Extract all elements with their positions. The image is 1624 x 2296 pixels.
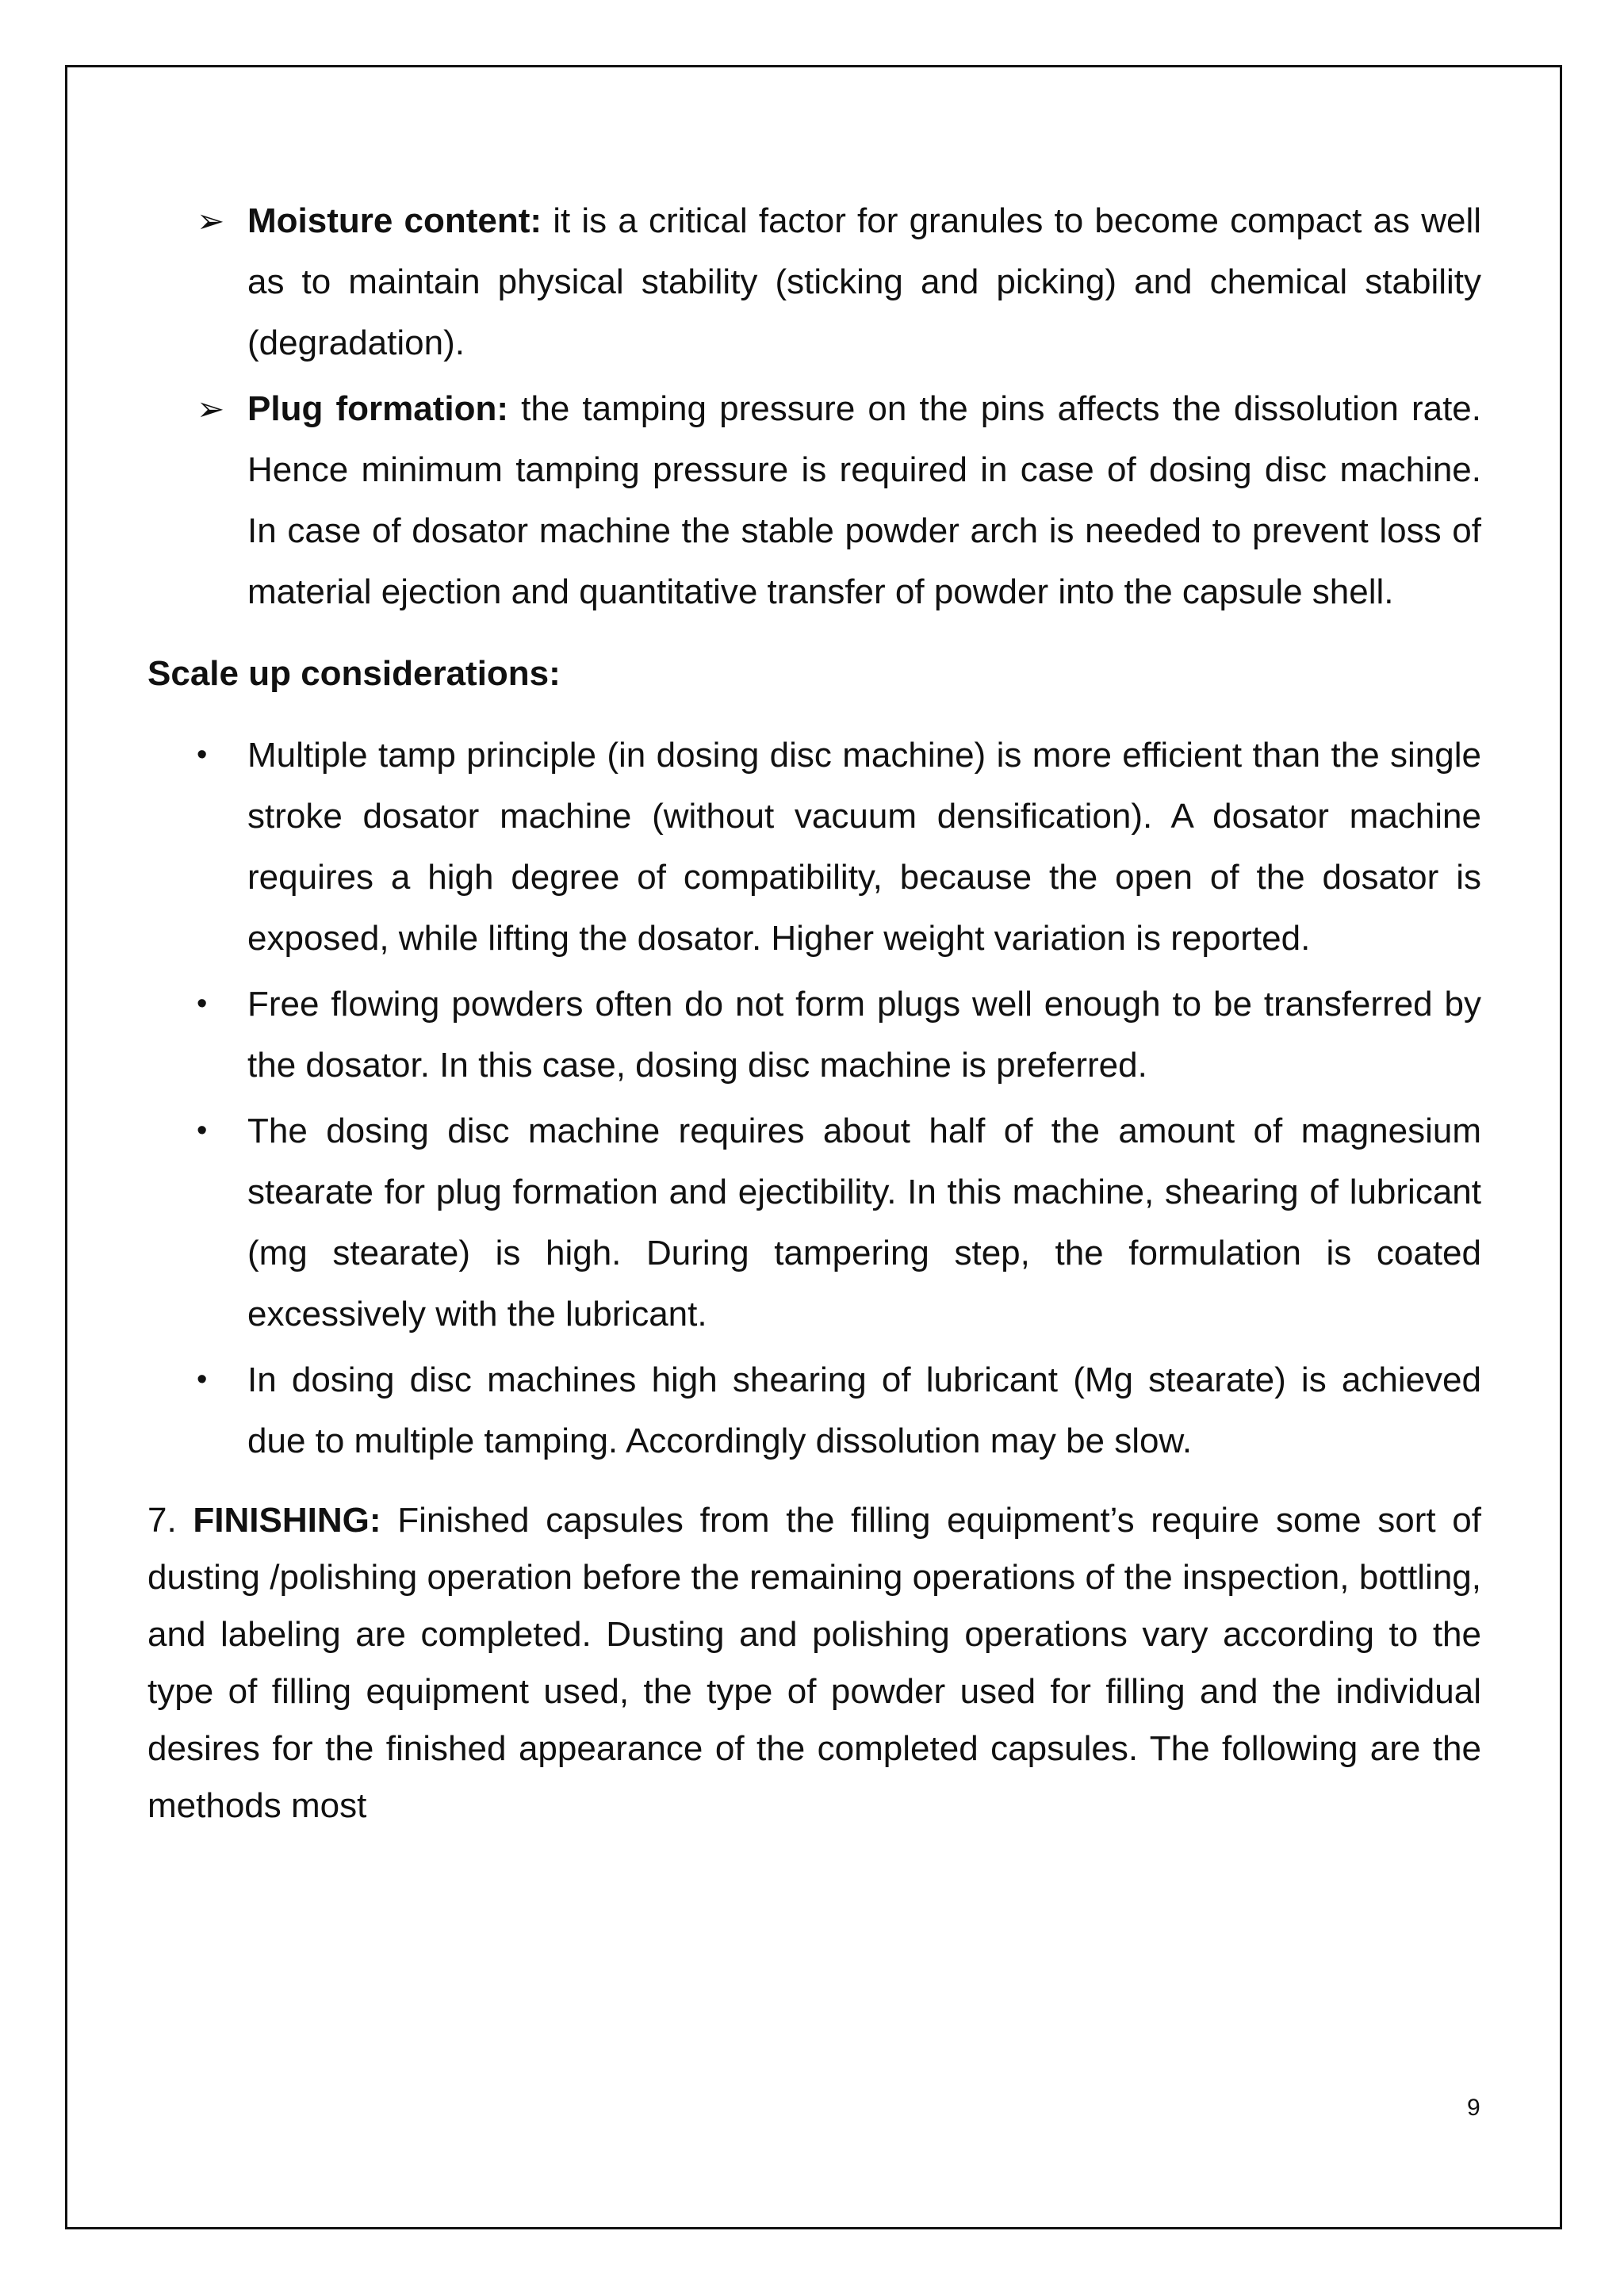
section-heading: Scale up considerations: [147, 654, 561, 693]
list-item-text: The dosing disc machine requires about half of the amount of magnesium stearate for plug formation and ejectibility. In this machine, shearing of lubricant (mg stearate) is high. During tampering step, the formulation is coated excessively with the lubricant. [247, 1112, 1481, 1334]
list-item [147, 1349, 1481, 1471]
paragraph-text: Finished capsules from the filling equipment’s require some sort of dusting /polishing operation before the remaining operations of the inspection, bottling, and labeling are completed. Dusting and polishing operations vary according to the type of filling equipment used, the type of powder used for filling and the individual desires for the finished appearance of the completed capsules. The following are the methods most [147, 1501, 1481, 1825]
section-title: FINISHING: [193, 1501, 381, 1540]
list-item-text: Free flowing powders often do not form plugs well enough to be transferred by the dosator. In this case, dosing disc machine is preferred. [247, 985, 1481, 1085]
bullet-icon: • [197, 987, 208, 1020]
criteria-text: the tamping pressure on the pins affects the dissolution rate. Hence minimum tamping pressure is required in case of dosing disc machine. In case of dosator machine the stable powder arch is needed to prevent loss of material ejection and quantitative transfer of powder into the capsule shell. [247, 389, 1481, 611]
criteria-title: Plug formation: [247, 389, 508, 428]
criteria-item-moisture [147, 190, 1481, 373]
bullet-icon: • [197, 1114, 208, 1147]
arrow-bullet-icon: ➢ [197, 390, 225, 427]
page-number: 9 [1467, 2095, 1480, 2121]
bullet-icon: • [197, 1363, 208, 1396]
arrow-bullet-icon: ➢ [197, 202, 225, 239]
list-item [147, 725, 1481, 969]
finishing-paragraph [147, 1492, 1481, 1835]
list-item-text: Multiple tamp principle (in dosing disc machine) is more efficient than the single stroke dosator machine (without vacuum densification). A dosator machine requires a high degree of compatibility, because the open of the dosator is exposed, while lifting the dosator. Higher weight variation is reported. [247, 736, 1481, 958]
criteria-title: Moisture content: [247, 201, 542, 240]
criteria-text: it is a critical factor for granules to become compact as well as to maintain physical stability (sticking and picking) and chemical stability (degradation). [247, 201, 1482, 362]
section-number: 7. [147, 1501, 177, 1540]
bullet-icon: • [197, 738, 208, 771]
list-item-text: In dosing disc machines high shearing of lubricant (Mg stearate) is achieved due to multiple tamping. Accordingly dissolution may be slow. [247, 1360, 1481, 1460]
page-content [147, 190, 1481, 1835]
criteria-item-plug [147, 378, 1481, 622]
list-item [147, 1100, 1481, 1345]
list-item [147, 974, 1481, 1096]
